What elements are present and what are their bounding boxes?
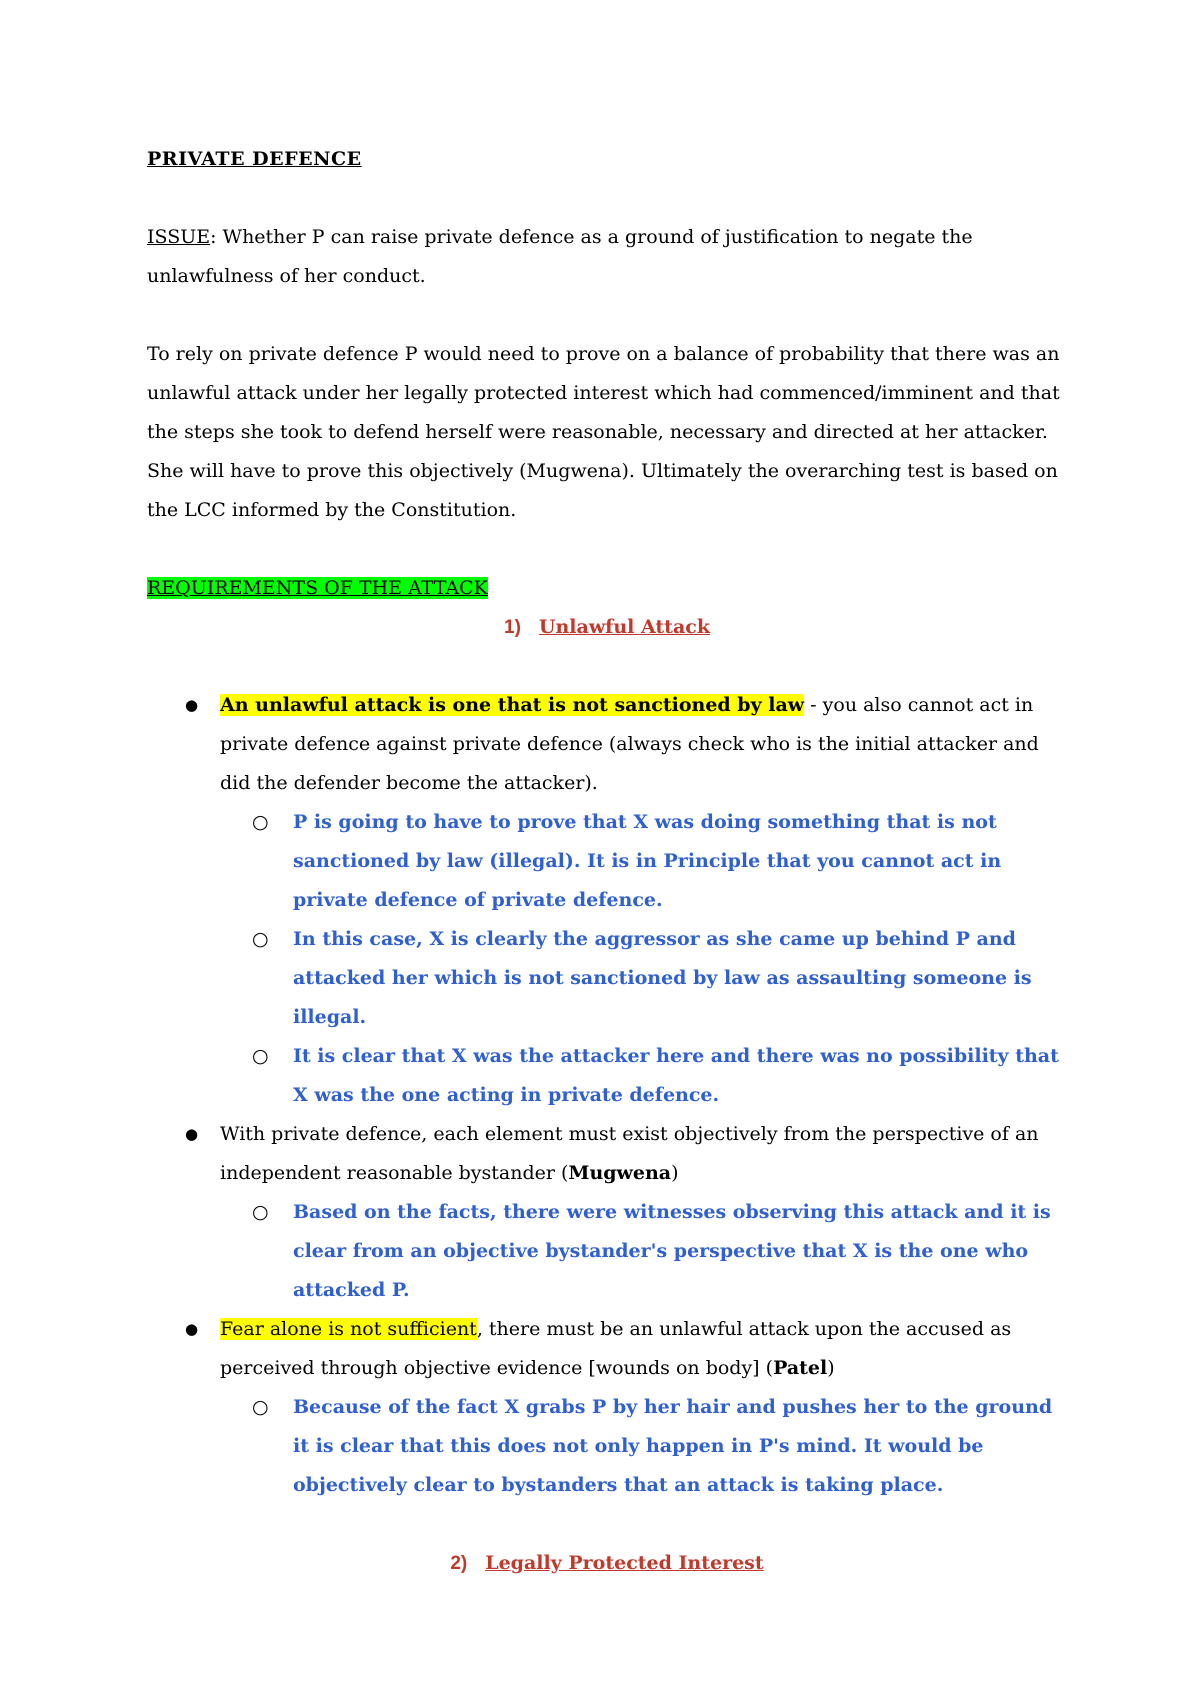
sub-list-item-text: In this case, X is clearly the aggressor as she came up behind P and attacked her which is not sanctioned by law as assaulting someone is illegal.	[293, 928, 1032, 1028]
requirements-heading	[147, 569, 1067, 608]
case-name: Mugwena	[568, 1162, 672, 1184]
sub-list-item-text: Based on the facts, there were witnesses observing this attack and it is clear from an objective bystander's perspective that X is the one who attacked P.	[293, 1201, 1051, 1301]
list-item-text: With private defence, each element must exist objectively from the perspective of an independent reasonable bystander (	[220, 1123, 1039, 1184]
sub-bullet-list	[220, 803, 1067, 1115]
section-label: Unlawful Attack	[538, 616, 710, 638]
section-label: Legally Protected Interest	[485, 1552, 764, 1574]
bullet-icon: ●	[185, 1125, 199, 1143]
issue-text: : Whether P can raise private defence as a ground of justification to negate the unlawfulness of her conduct.	[147, 226, 973, 287]
document-title: PRIVATE DEFENCE	[147, 148, 362, 170]
bullet-list	[147, 686, 1067, 1505]
document-page	[147, 140, 1067, 1583]
list-item-text: , there must be an unlawful attack upon the accused as perceived through objective evidence [wounds on body] (	[220, 1318, 1012, 1379]
sub-list-item	[220, 1193, 1067, 1310]
highlighted-text: An unlawful attack is one that is not sanctioned by law	[220, 694, 805, 716]
sub-list-item	[220, 1388, 1067, 1505]
intro-paragraph: To rely on private defence P would need to prove on a balance of probability that there was an unlawful attack under her legally protected interest which had commenced/imminent and that the steps she took to defend herself were reasonable, necessary and directed at her attacker. She will have to prove this objectively (Mugwena). Ultimately the overarching test is based on the LCC informed by the Constitution.	[147, 343, 1060, 521]
sub-list-item	[220, 1037, 1067, 1115]
sub-bullet-list	[220, 1388, 1067, 1505]
circle-bullet-icon: ○	[252, 1045, 269, 1067]
issue-label: ISSUE	[147, 226, 211, 248]
sub-list-item-text: It is clear that X was the attacker here and there was no possibility that X was the one acting in private defence.	[293, 1045, 1059, 1106]
list-item-text: - you also cannot act in private defence against private defence (always check who is the initial attacker and did the defender become the attacker).	[220, 694, 1039, 794]
list-item-text: )	[671, 1162, 679, 1184]
bullet-icon: ●	[185, 696, 199, 714]
list-item	[147, 1310, 1067, 1505]
requirements-heading-text: REQUIREMENTS OF THE ATTACK	[147, 577, 488, 599]
case-name: Patel	[773, 1357, 828, 1379]
list-item-text: )	[827, 1357, 835, 1379]
section-heading-1	[147, 608, 1067, 647]
section-heading-2	[147, 1544, 1067, 1583]
circle-bullet-icon: ○	[252, 1201, 269, 1223]
bullet-icon: ●	[185, 1320, 199, 1338]
section-number: 1)	[504, 617, 521, 638]
sub-list-item	[220, 803, 1067, 920]
section-number: 2)	[450, 1553, 468, 1574]
sub-list-item	[220, 920, 1067, 1037]
circle-bullet-icon: ○	[252, 928, 269, 950]
list-item	[147, 686, 1067, 1115]
circle-bullet-icon: ○	[252, 811, 269, 833]
highlighted-text: Fear alone is not sufficient	[220, 1318, 477, 1340]
issue-paragraph	[147, 218, 1067, 296]
circle-bullet-icon: ○	[252, 1396, 269, 1418]
sub-list-item-text: Because of the fact X grabs P by her hair and pushes her to the ground it is clear that this does not only happen in P's mind. It would be objectively clear to bystanders that an attack is taking place.	[293, 1396, 1053, 1496]
sub-list-item-text: P is going to have to prove that X was doing something that is not sanctioned by law (illegal). It is in Principle that you cannot act in private defence of private defence.	[293, 811, 1002, 911]
sub-bullet-list	[220, 1193, 1067, 1310]
list-item	[147, 1115, 1067, 1310]
